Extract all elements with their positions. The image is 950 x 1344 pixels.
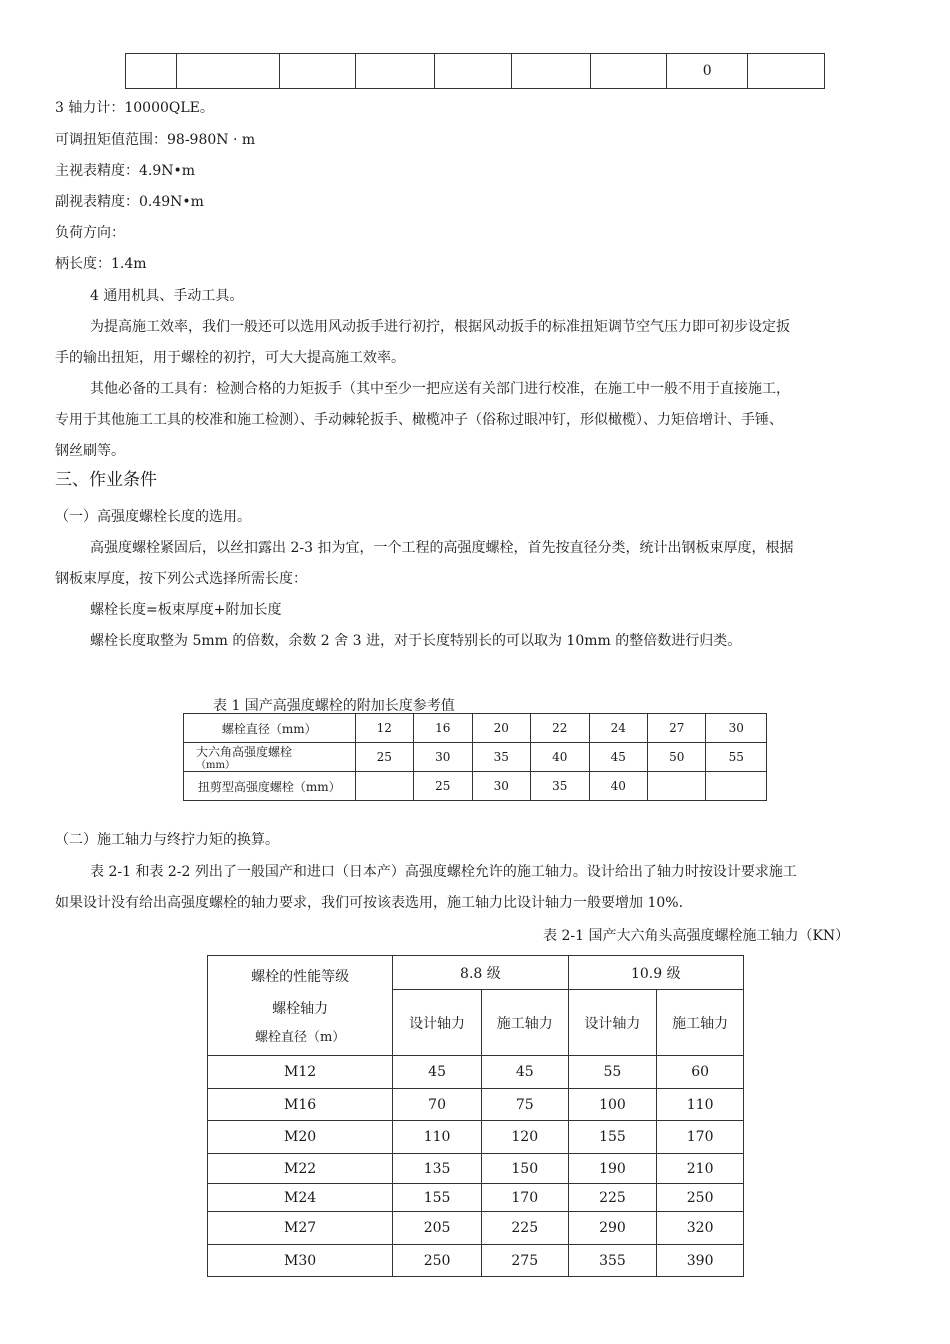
spec-line: 负荷方向： (55, 225, 125, 241)
paragraph: 螺栓长度取整为 5mm 的倍数，余数 2 舍 3 进，对于长度特别长的可以取为 10mm 的整倍数进行归类。 (90, 633, 742, 649)
table-cell: 55 (706, 743, 767, 772)
table-row (208, 1089, 744, 1121)
table-cell: M20 (208, 1121, 393, 1154)
table-cell: 205 (393, 1212, 482, 1245)
header-cell: 设计轴力 (393, 990, 482, 1056)
header-cell: 设计轴力 (568, 990, 657, 1056)
section-heading: 4 通用机具、手动工具。 (90, 288, 244, 304)
table2-caption: 表 2-1 国产大六角头高强度螺栓施工轴力（KN） (543, 928, 850, 944)
table-cell: 100 (568, 1089, 657, 1121)
spec-line: 可调扭矩值范围：98-980N · m (55, 132, 256, 148)
table-cell: 150 (481, 1154, 568, 1184)
row-label (184, 743, 356, 772)
table-row (208, 1184, 744, 1212)
table-cell: 30 (472, 772, 530, 801)
row-label-sub: （mm） (196, 760, 235, 771)
header-cell: 施工轴力 (481, 990, 568, 1056)
paragraph: 钢丝刷等。 (55, 443, 125, 459)
table-cell (748, 54, 825, 89)
table-cell: 24 (589, 714, 647, 743)
table-cell: 30 (414, 743, 472, 772)
table-cell: 290 (568, 1212, 657, 1245)
table-cell: 210 (657, 1154, 744, 1184)
table-row (208, 1056, 744, 1089)
table-cell: 155 (568, 1121, 657, 1154)
table-cell: 45 (481, 1056, 568, 1089)
paragraph: 专用于其他施工工具的校准和施工检测）、手动棘轮扳手、橄榄冲子（俗称过眼冲钉，形似橄榄）、力矩倍增计、手锤、 (55, 412, 783, 428)
row-label: 扭剪型高强度螺栓（mm） (184, 772, 356, 801)
table-cell: 75 (481, 1089, 568, 1121)
table-row (184, 743, 767, 772)
table-cell: M16 (208, 1089, 393, 1121)
table-cell: 170 (657, 1121, 744, 1154)
table-cell: 27 (647, 714, 705, 743)
table-cell: 390 (657, 1245, 744, 1277)
table-row (208, 1212, 744, 1245)
formula: 螺栓长度=板束厚度+附加长度 (90, 602, 282, 618)
header-grade-8-8: 8.8 级 (393, 956, 568, 990)
table-cell: 225 (481, 1212, 568, 1245)
table-cell: 45 (589, 743, 647, 772)
table-cell: 60 (657, 1056, 744, 1089)
table-cell (706, 772, 767, 801)
table-row (184, 772, 767, 801)
paragraph: 表 2-1 和表 2-2 列出了一般国产和进口（日本产）高强度螺栓允许的施工轴力。设计给出了轴力时按设计要求施工 (90, 864, 797, 880)
paragraph: 如果设计没有给出高强度螺栓的轴力要求，我们可按该表选用，施工轴力比设计轴力一般要增加 10%. (55, 895, 684, 911)
table-cell (435, 54, 512, 89)
header-axial: 螺栓轴力 (272, 1000, 329, 1017)
table-cell: 12 (355, 714, 413, 743)
paragraph: 其他必备的工具有：检测合格的力矩扳手（其中至少一把应送有关部门进行校准，在施工中一般不用于直接施工， (90, 381, 790, 397)
spec-line: 副视表精度：0.49N•m (55, 194, 204, 210)
table-cell (126, 54, 177, 89)
subsection-heading: （一）高强度螺栓长度的选用。 (55, 509, 251, 525)
chapter-heading: 三、作业条件 (55, 470, 157, 490)
table-cell (356, 54, 435, 89)
table1 (183, 713, 767, 801)
table-cell (176, 54, 279, 89)
table-cell: 225 (568, 1184, 657, 1212)
spec-line: 主视表精度：4.9N•m (55, 163, 196, 179)
table-cell: 110 (657, 1089, 744, 1121)
header-diameter: 螺栓直径（m） (254, 1029, 346, 1045)
table-cell: 155 (393, 1184, 482, 1212)
top-table (125, 53, 825, 89)
table-cell: M24 (208, 1184, 393, 1212)
table-cell: 30 (706, 714, 767, 743)
spec-line: 3 轴力计：10000QLE。 (55, 100, 214, 116)
paragraph: 钢板束厚度，按下列公式选择所需长度： (55, 571, 307, 587)
header-grade: 螺栓的性能等级 (251, 968, 350, 985)
table-cell: 110 (393, 1121, 482, 1154)
row-label-main: 大六角高强度螺栓 (196, 745, 293, 759)
table-cell (355, 772, 413, 801)
table2 (207, 955, 744, 1277)
table-cell: 25 (414, 772, 472, 801)
table-cell: 170 (481, 1184, 568, 1212)
table-cell: 40 (531, 743, 589, 772)
table-cell: 50 (647, 743, 705, 772)
table-cell: 35 (472, 743, 530, 772)
table-cell (590, 54, 667, 89)
header-cell: 施工轴力 (657, 990, 744, 1056)
table-cell: 320 (657, 1212, 744, 1245)
header-cell: 螺栓直径（mm） (184, 714, 356, 743)
table-cell: 275 (481, 1245, 568, 1277)
table-cell: M27 (208, 1212, 393, 1245)
table1-caption: 表 1 国产高强度螺栓的附加长度参考值 (213, 698, 455, 714)
table-row (208, 1121, 744, 1154)
paragraph: 手的输出扭矩，用于螺栓的初拧，可大大提高施工效率。 (55, 350, 405, 366)
table-cell: 355 (568, 1245, 657, 1277)
table-row (208, 956, 744, 990)
table-cell: 190 (568, 1154, 657, 1184)
table-row (184, 714, 767, 743)
paragraph: 高强度螺栓紧固后，以丝扣露出 2-3 扣为宜，一个工程的高强度螺栓，首先按直径分类，统计出钢板束厚度，根据 (90, 540, 794, 556)
table-cell (279, 54, 356, 89)
table-cell: 55 (568, 1056, 657, 1089)
table-cell: 45 (393, 1056, 482, 1089)
table-cell: M12 (208, 1056, 393, 1089)
table-cell (511, 54, 590, 89)
table-row (126, 54, 825, 89)
header-grade-10-9: 10.9 级 (568, 956, 743, 990)
table-cell: M22 (208, 1154, 393, 1184)
header-corner-cell (208, 956, 393, 1056)
table-cell: 20 (472, 714, 530, 743)
table-cell: 250 (657, 1184, 744, 1212)
subsection-heading: （二）施工轴力与终拧力矩的换算。 (55, 832, 279, 848)
table-cell: M30 (208, 1245, 393, 1277)
table-cell: 0 (667, 54, 748, 89)
table-cell: 16 (414, 714, 472, 743)
table-cell (647, 772, 705, 801)
table-row (208, 1154, 744, 1184)
paragraph: 为提高施工效率，我们一般还可以选用风动扳手进行初拧，根据风动扳手的标准扭矩调节空气压力即可初步设定扳 (90, 319, 790, 335)
table-cell: 22 (531, 714, 589, 743)
table-cell: 120 (481, 1121, 568, 1154)
spec-line: 柄长度：1.4m (55, 256, 147, 272)
table-cell: 135 (393, 1154, 482, 1184)
table-cell: 70 (393, 1089, 482, 1121)
table-row (208, 1245, 744, 1277)
table-cell: 35 (531, 772, 589, 801)
table-cell: 250 (393, 1245, 482, 1277)
table-cell: 40 (589, 772, 647, 801)
table-cell: 25 (355, 743, 413, 772)
